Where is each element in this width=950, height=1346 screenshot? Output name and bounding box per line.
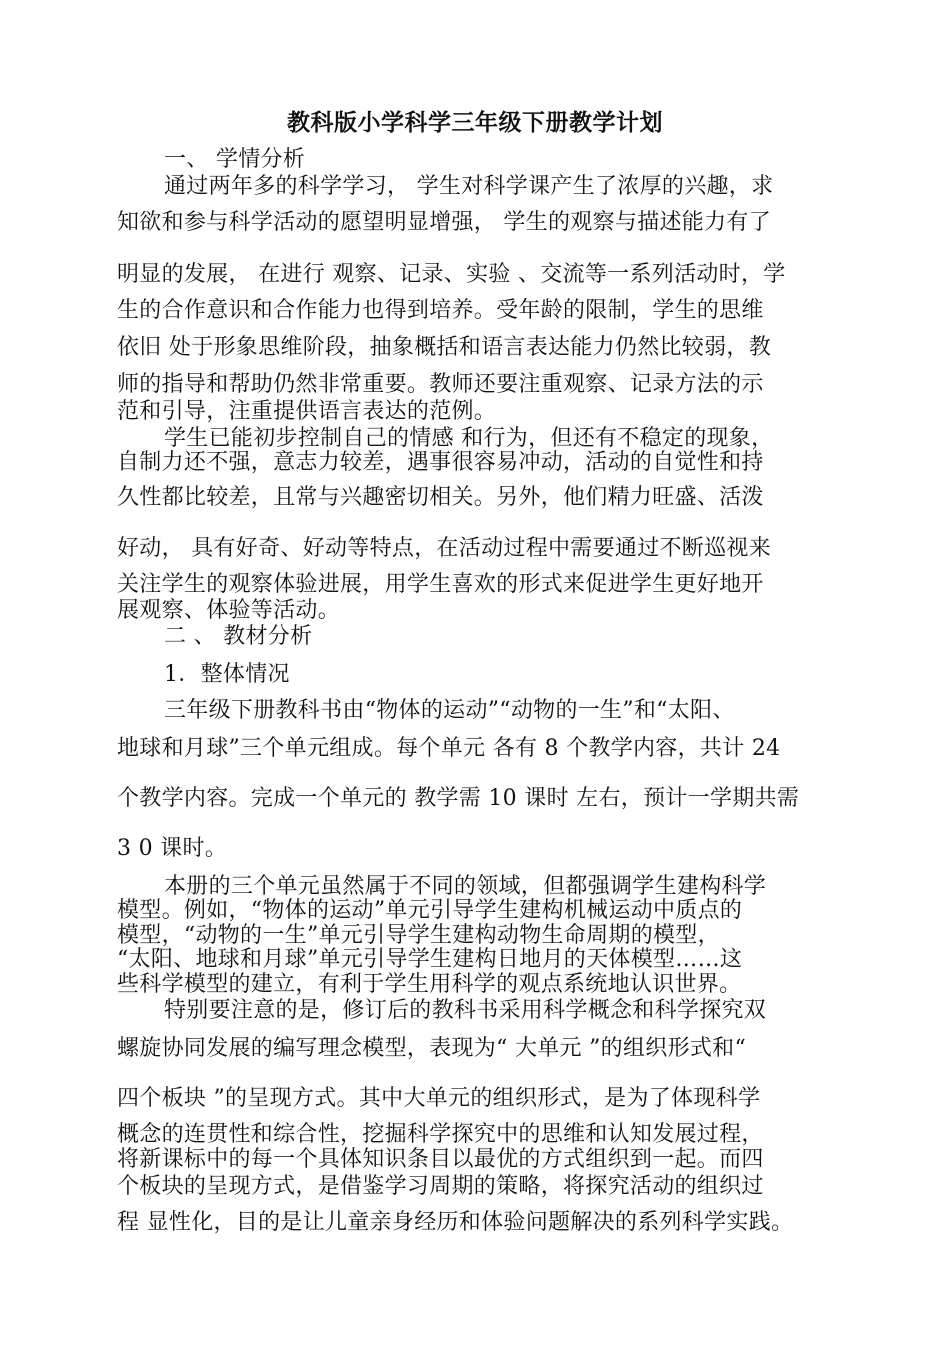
section-heading: 二 、 教材分析	[164, 624, 313, 649]
paragraph-line: 明显的发展， 在进行 观察、记录、实验 、交流等一系列活动时，学	[117, 262, 786, 287]
paragraph-line: 模型，“动物的一生”单元引导学生建构动物生命周期的模型，	[117, 923, 720, 948]
paragraph-line: 地球和月球”三个单元组成。每个单元 各有 8 个教学内容，共计 24	[117, 736, 781, 761]
paragraph-line: 关注学生的观察体验进展，用学生喜欢的形式来促进学生更好地开	[117, 572, 764, 597]
paragraph-line: 三年级下册教科书由“物体的运动”“动物的一生”和“太阳、	[164, 698, 735, 723]
paragraph-line: 自制力还不强，意志力较差，遇事很容易冲动，活动的自觉性和持	[117, 450, 764, 475]
paragraph-line: 螺旋协同发展的编写理念模型，表现为“ 大单元 ”的组织形式和“	[117, 1036, 747, 1061]
paragraph-line: 程 显性化，目的是让儿童亲身经历和体验问题解决的系列科学实践。	[117, 1210, 794, 1235]
subsection-heading: 1．整体情况	[164, 662, 290, 687]
paragraph-line: 将新课标中的每一个具体知识条目以最优的方式组织到一起。而四	[117, 1147, 764, 1172]
paragraph-line: 学生已能初步控制自己的情感 和行为，但还有不稳定的现象，	[164, 426, 774, 451]
paragraph-line: 展观察、体验等活动。	[117, 598, 341, 623]
section-heading: 一、 学情分析	[164, 147, 306, 172]
paragraph-line: 个教学内容。完成一个单元的 教学需 10 课时 左右，预计一学期共需	[117, 786, 800, 811]
paragraph-line: 概念的连贯性和综合性，挖掘科学探究中的思维和认知发展过程，	[117, 1122, 764, 1147]
paragraph-line: 好动， 具有好奇、好动等特点，在活动过程中需要通过不断巡视来	[117, 536, 771, 561]
paragraph-line: 3 0 课时。	[117, 836, 228, 861]
paragraph-line: 依旧 处于形象思维阶段，抽象概括和语言表达能力仍然比较弱，教	[117, 335, 771, 360]
paragraph-line: 师的指导和帮助仍然非常重要。教师还要注重观察、记录方法的示	[117, 372, 764, 397]
document-title: 教科版小学科学三年级下册教学计划	[287, 110, 663, 136]
paragraph-line: 些科学模型的建立，有利于学生用科学的观点系统地认识世界。	[117, 972, 742, 997]
paragraph-line: 特别要注意的是，修订后的教科书采用科学概念和科学探究双	[164, 998, 767, 1023]
paragraph-line: 通过两年多的科学学习， 学生对科学课产生了浓厚的兴趣，求	[164, 174, 774, 199]
paragraph-line: 久性都比较差，且常与兴趣密切相关。另外，他们精力旺盛、活泼	[117, 485, 764, 510]
paragraph-line: 本册的三个单元虽然属于不同的领域，但都强调学生建构科学	[164, 874, 767, 899]
paragraph-line: 个板块的呈现方式，是借鉴学习周期的策略，将探究活动的组织过	[117, 1174, 764, 1199]
paragraph-line: “太阳、地球和月球”单元引导学生建构日地月的天体模型……这	[117, 947, 743, 972]
paragraph-line: 范和引导，注重提供语言表达的范例。	[117, 399, 497, 424]
paragraph-line: 生的合作意识和合作能力也得到培养。受年龄的限制，学生的思维	[117, 298, 764, 323]
paragraph-line: 四个板块 ”的呈现方式。其中大单元的组织形式，是为了体现科学	[117, 1086, 761, 1111]
paragraph-line: 模型。例如，“物体的运动”单元引导学生建构机械运动中质点的	[117, 898, 743, 923]
paragraph-line: 知欲和参与科学活动的愿望明显增强， 学生的观察与描述能力有了	[117, 210, 771, 235]
